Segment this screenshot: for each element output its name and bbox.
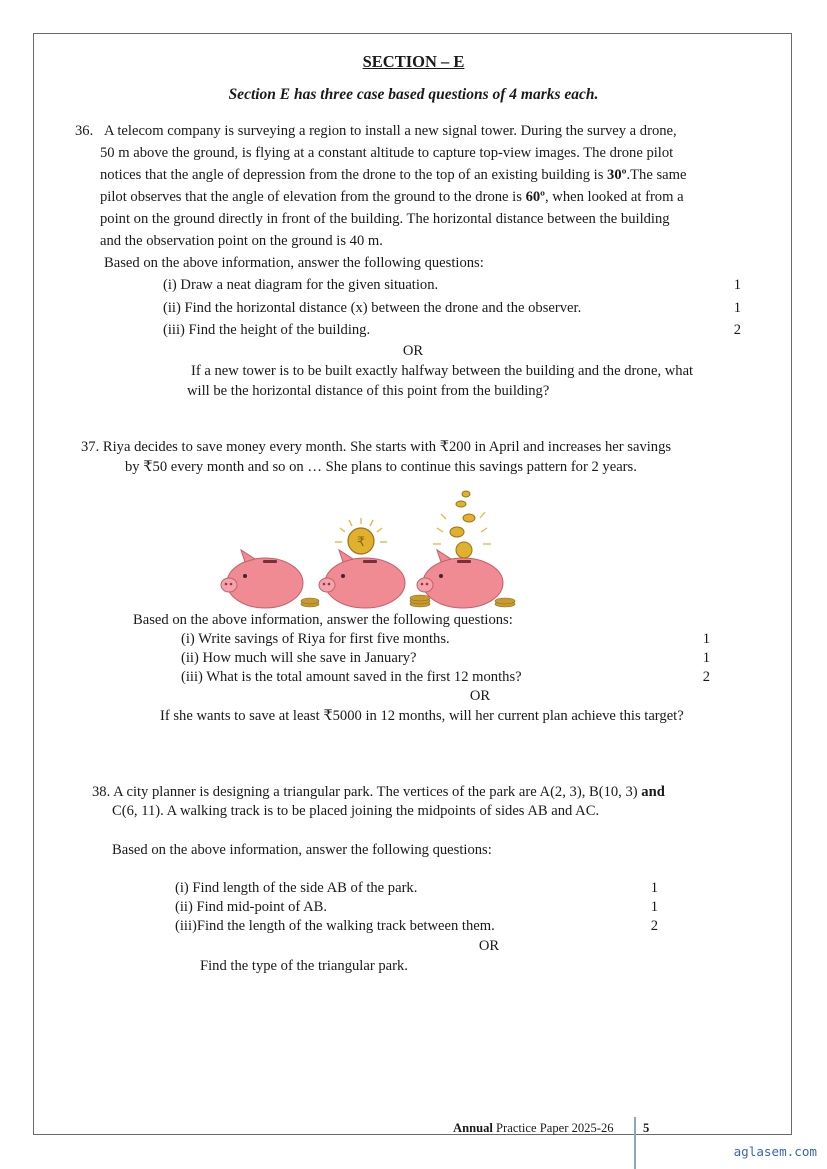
q36-line-2: 50 m above the ground, is flying at a constant altitude to capture top-view images. The drone pilot bbox=[100, 145, 674, 161]
q37-line-1: 37. Riya decides to save money every month. She starts with ₹200 in April and increases her savings bbox=[81, 439, 672, 455]
q38-or-line: Find the type of the triangular park. bbox=[200, 958, 408, 974]
q38-part-ii: (ii) Find mid-point of AB. bbox=[175, 899, 328, 915]
q37-part-ii-marks: 1 bbox=[702, 650, 710, 666]
q36-or: OR bbox=[402, 343, 424, 359]
svg-text:₹: ₹ bbox=[356, 535, 366, 550]
q36-part-iii-marks: 2 bbox=[733, 322, 741, 338]
q37-or-line: If she wants to save at least ₹5000 in 12 months, will her current plan achieve this target? bbox=[160, 708, 684, 724]
section-title: SECTION – E bbox=[362, 52, 465, 71]
watermark: aglasem.com bbox=[733, 1144, 817, 1159]
q38-intro: Based on the above information, answer the following questions: bbox=[112, 842, 492, 858]
piggy-bank-1 bbox=[221, 550, 303, 608]
q37-part-ii: (ii) How much will she save in January? bbox=[181, 650, 417, 666]
q37-part-iii: (iii) What is the total amount saved in the first 12 months? bbox=[181, 669, 522, 685]
q36-or-line-1: If a new tower is to be built exactly halfway between the building and the drone, what bbox=[191, 363, 694, 379]
section-subtitle: Section E has three case based questions of 4 marks each. bbox=[228, 86, 599, 103]
q38-line-2: C(6, 11). A walking track is to be placed joining the midpoints of sides AB and AC. bbox=[112, 803, 600, 819]
q36-line-5: point on the ground directly in front of the building. The horizontal distance between the building bbox=[100, 211, 670, 227]
q37-part-iii-marks: 2 bbox=[702, 669, 710, 685]
q36-part-i-marks: 1 bbox=[733, 277, 741, 293]
q37-part-i-marks: 1 bbox=[702, 631, 710, 647]
q36-intro: Based on the above information, answer the following questions: bbox=[104, 255, 484, 271]
q36-line-1: A telecom company is surveying a region to install a new signal tower. During the survey a drone, bbox=[104, 123, 677, 139]
q38-part-iii-marks: 2 bbox=[650, 918, 658, 934]
footer-divider bbox=[634, 1117, 636, 1169]
q37-or: OR bbox=[469, 688, 491, 704]
q36-line-4: pilot observes that the angle of elevation from the ground to the drone is 60º, when looked at from a bbox=[100, 189, 684, 205]
q38-or: OR bbox=[478, 938, 500, 954]
q37-part-i: (i) Write savings of Riya for first five months. bbox=[181, 631, 450, 647]
q36-part-ii-marks: 1 bbox=[733, 300, 741, 316]
page-number: 5 bbox=[643, 1121, 650, 1135]
q38-part-i: (i) Find length of the side AB of the park. bbox=[175, 880, 418, 896]
piggy-bank-3 bbox=[417, 491, 503, 608]
q36-part-iii: (iii) Find the height of the building. bbox=[163, 322, 371, 338]
q36-part-ii: (ii) Find the horizontal distance (x) between the drone and the observer. bbox=[163, 300, 582, 316]
footer-label: Annual Practice Paper 2025-26 bbox=[453, 1121, 614, 1135]
q36-or-line-2: will be the horizontal distance of this point from the building? bbox=[187, 383, 550, 399]
q36-number: 36. bbox=[75, 123, 94, 139]
piggy-bank-coins-icon bbox=[215, 488, 525, 610]
piggy-bank-2 bbox=[319, 518, 405, 608]
q37-line-2: by ₹50 every month and so on … She plans to continue this savings pattern for 2 years. bbox=[125, 459, 637, 475]
q36-line-6: and the observation point on the ground is 40 m. bbox=[100, 233, 383, 249]
q38-part-iii: (iii)Find the length of the walking track between them. bbox=[175, 918, 495, 934]
q38-line-1: 38. A city planner is designing a triangular park. The vertices of the park are A(2, 3), B(10, 3) and bbox=[92, 784, 665, 800]
q38-part-ii-marks: 1 bbox=[650, 899, 658, 915]
q36-part-i: (i) Draw a neat diagram for the given situation. bbox=[163, 277, 439, 293]
q36-line-3: notices that the angle of depression from the drone to the top of an existing building is 30º.The same bbox=[100, 167, 687, 183]
q37-intro: Based on the above information, answer the following questions: bbox=[133, 612, 513, 628]
q38-part-i-marks: 1 bbox=[650, 880, 658, 896]
